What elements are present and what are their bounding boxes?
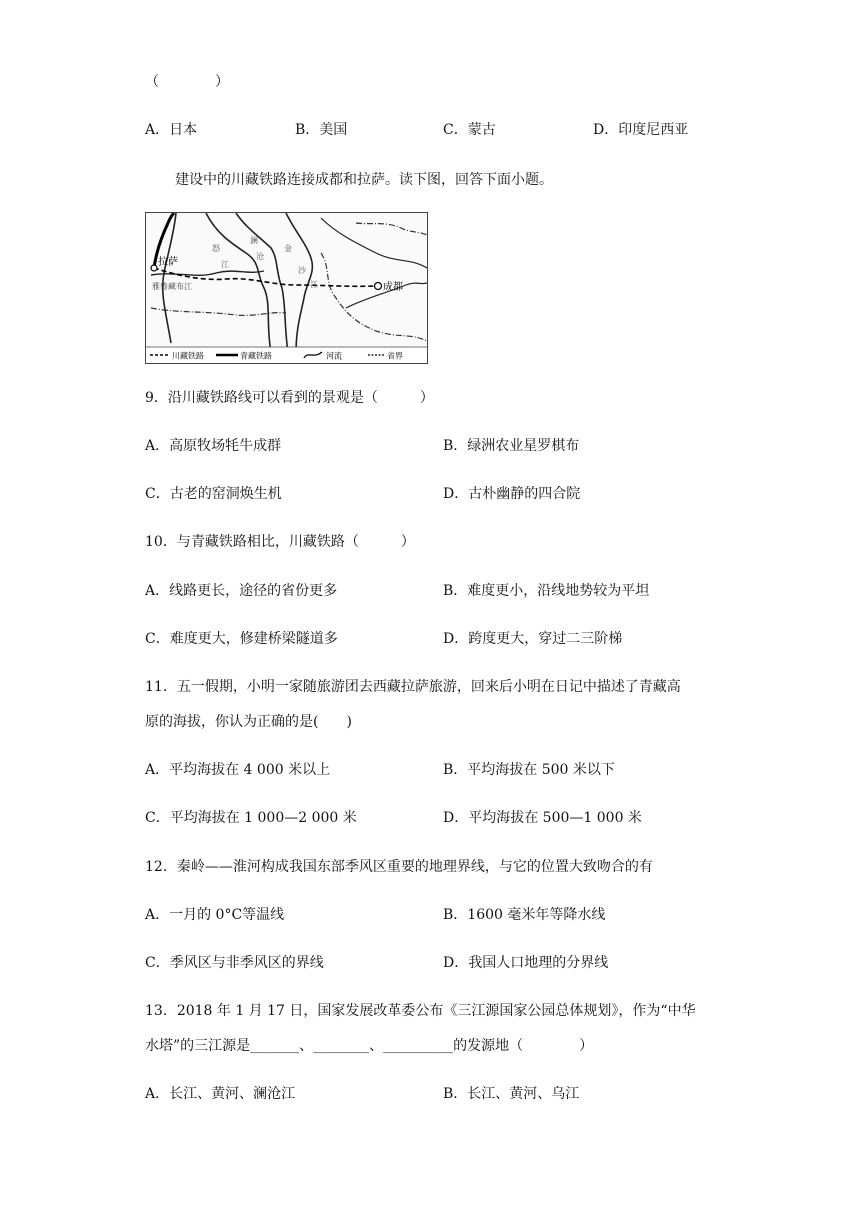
legend-qinghai-tibet: 青藏铁路: [240, 351, 272, 361]
river-char-6: 沙: [298, 266, 306, 275]
yarlung-label: 雅鲁藏布江: [152, 282, 192, 291]
q13-option-a[interactable]: A．长江、黄河、澜沧江: [145, 1086, 296, 1102]
q11-option-a[interactable]: A．平均海拔在 4 000 米以上: [145, 762, 331, 778]
q8-answer-blank: （ ）: [145, 74, 229, 90]
q10-option-c[interactable]: C．难度更大，修建桥梁隧道多: [145, 631, 338, 647]
q9-option-a[interactable]: A．高原牧场牦牛成群: [145, 438, 282, 454]
q8-option-d[interactable]: D．印度尼西亚: [593, 122, 689, 138]
q12-option-c[interactable]: C．季风区与非季风区的界线: [145, 955, 324, 971]
river-char-3: 澜: [250, 236, 258, 245]
lhasa-label: 拉萨: [158, 257, 178, 268]
q10-option-a[interactable]: A．线路更长，途径的省份更多: [145, 583, 338, 599]
q12-option-a[interactable]: A．一月的 0°C等温线: [145, 907, 285, 923]
railway-map-drawing: [146, 213, 427, 363]
q13-stem-line-1: 13．2018 年 1 月 17 日，国家发展改革委公布《三江源国家公园总体规划》，作为“中华: [145, 1003, 696, 1019]
q10-option-d[interactable]: D．跨度更大，穿过二三阶梯: [443, 631, 623, 647]
river-char-1: 怒: [212, 244, 220, 253]
q13-option-b[interactable]: B．长江、黄河、乌江: [443, 1086, 580, 1102]
railway-map: [145, 212, 428, 364]
q9-option-b[interactable]: B．绿洲农业星罗棋布: [443, 438, 580, 454]
q8-option-c[interactable]: C．蒙古: [443, 122, 496, 138]
river-char-5: 金: [284, 244, 292, 253]
q8-option-a[interactable]: A．日本: [145, 122, 198, 138]
legend-sichuan-tibet: 川藏铁路: [172, 351, 204, 361]
q12-option-b[interactable]: B．1600 毫米年等降水线: [443, 907, 606, 923]
q11-stem-line-1: 11．五一假期，小明一家随旅游团去西藏拉萨旅游，回来后小明在日记中描述了青藏高: [145, 679, 681, 695]
q11-option-b[interactable]: B．平均海拔在 500 米以下: [443, 762, 615, 778]
legend-river: 河流: [326, 351, 342, 361]
chengdu-label: 成都: [383, 282, 403, 293]
q10-stem: 10．与青藏铁路相比，川藏铁路（ ）: [145, 534, 415, 550]
river-char-4: 沧: [256, 252, 264, 261]
q9-stem: 9．沿川藏铁路线可以看到的景观是（ ）: [145, 390, 434, 406]
q11-stem-line-2: 原的海拔，你认为正确的是( ): [145, 714, 352, 730]
lhasa-marker: [151, 265, 157, 271]
q10-option-b[interactable]: B．难度更小，沿线地势较为平坦: [443, 583, 650, 599]
river-char-2: 江: [221, 260, 229, 269]
q9-option-d[interactable]: D．古朴幽静的四合院: [443, 486, 581, 502]
q12-option-d[interactable]: D．我国人口地理的分界线: [443, 955, 609, 971]
river-char-7: 江: [310, 280, 318, 289]
q12-stem: 12．秦岭——淮河构成我国东部季风区重要的地理界线，与它的位置大致吻合的有: [145, 859, 653, 875]
q9-option-c[interactable]: C．古老的窑洞焕生机: [145, 486, 282, 502]
q13-stem-line-2: 水塔”的三江源是_______、________、__________的发源地（ ）: [145, 1038, 594, 1054]
q8-option-b[interactable]: B．美国: [295, 122, 348, 138]
map-intro: 建设中的川藏铁路连接成都和拉萨。读下图，回答下面小题。: [175, 172, 553, 188]
legend-province-border: 省界: [387, 351, 403, 361]
chengdu-marker: [375, 283, 382, 290]
q11-option-d[interactable]: D．平均海拔在 500—1 000 米: [443, 810, 642, 826]
q11-option-c[interactable]: C．平均海拔在 1 000—2 000 米: [145, 810, 357, 826]
